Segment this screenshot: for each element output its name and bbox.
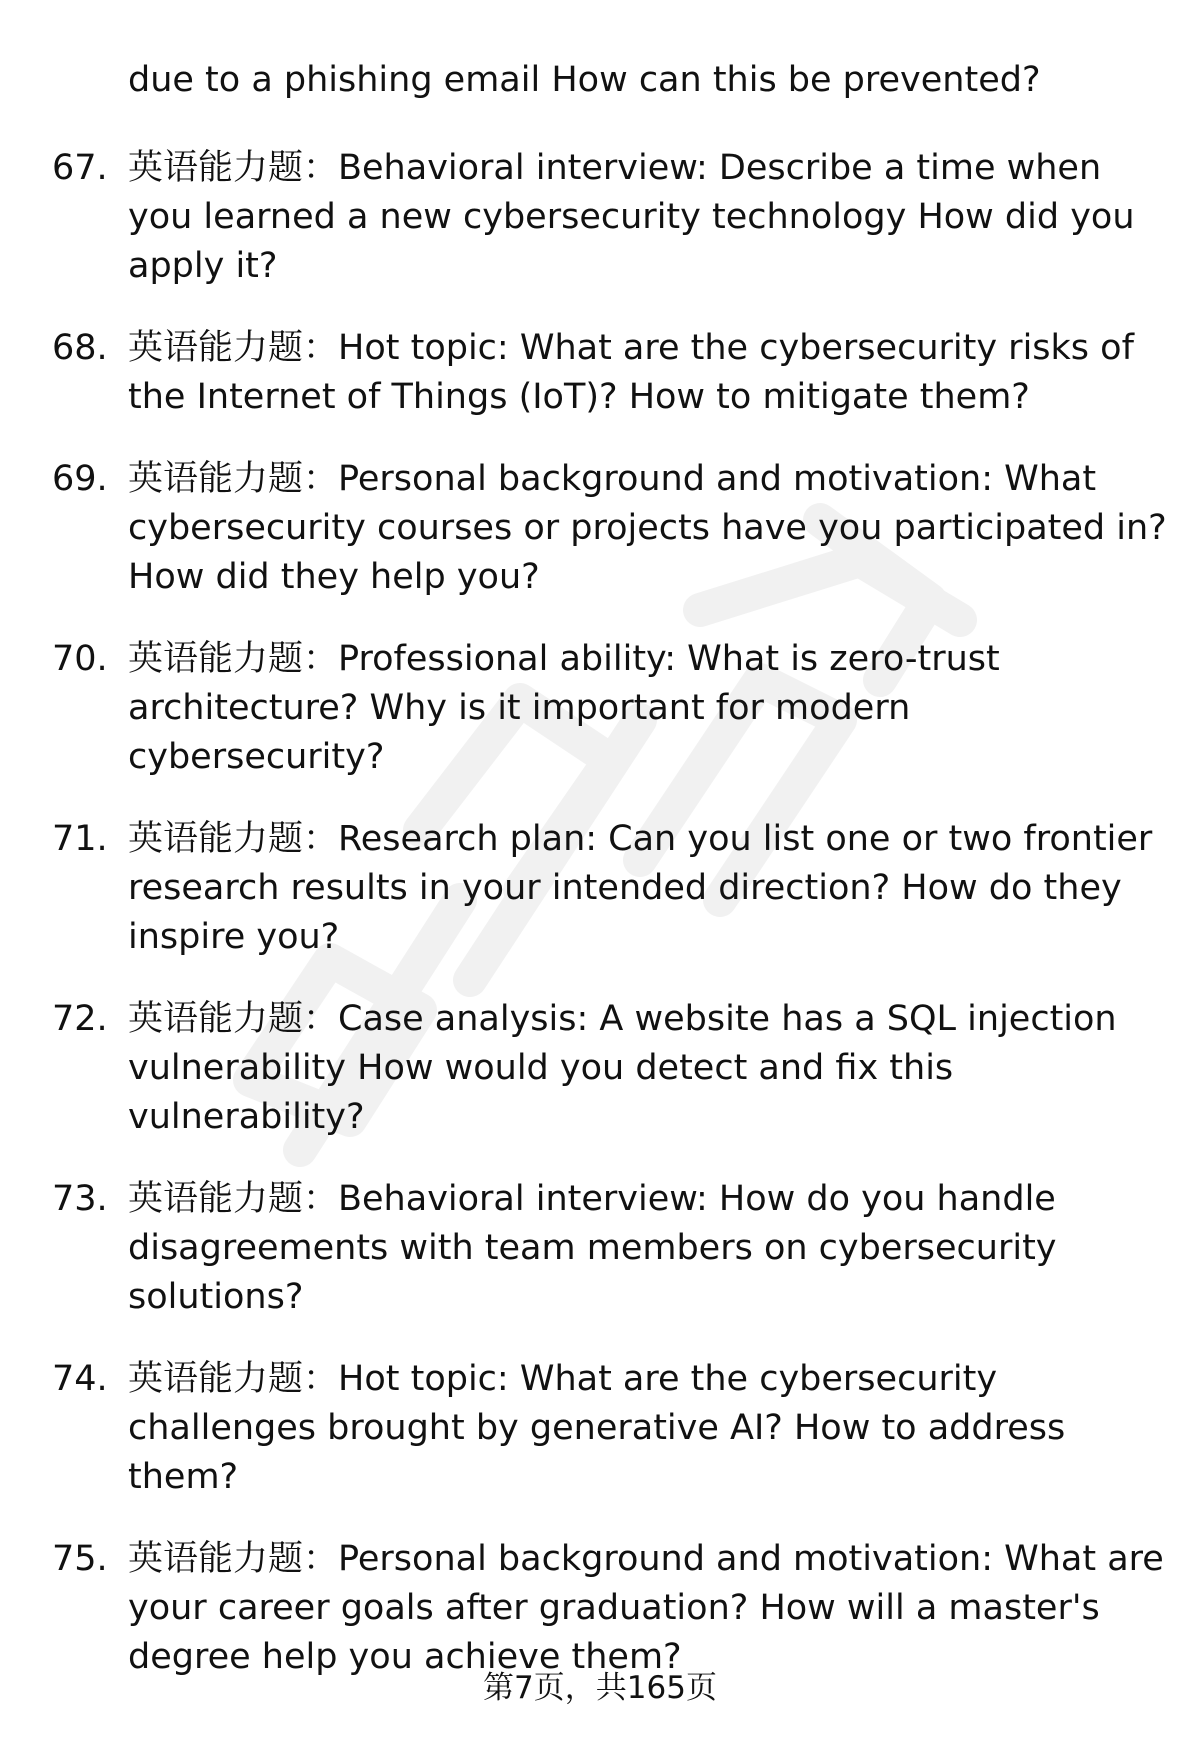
question-list	[0, 144, 1200, 1715]
question-text: Research plan: Can you list one or two frontier research results in your intended direction? How do they inspire you?	[128, 819, 1153, 957]
question-body	[128, 1355, 1168, 1502]
question-category: 英语能力题：	[128, 999, 339, 1039]
question-category: 英语能力题：	[128, 1359, 339, 1399]
question-text: Behavioral interview: How do you handle disagreements with team members on cybersecurity solutions?	[128, 1179, 1057, 1317]
question-number: 73.	[52, 1179, 108, 1219]
question-body	[128, 144, 1168, 291]
question-text: Behavioral interview: Describe a time when you learned a new cybersecurity technology How did you apply it?	[128, 148, 1135, 286]
question-number: 70.	[52, 639, 108, 679]
question-text: Hot topic: What are the cybersecurity challenges brought by generative AI? How to address them?	[128, 1359, 1066, 1497]
question-category: 英语能力题：	[128, 819, 339, 859]
question-category: 英语能力题：	[128, 1179, 339, 1219]
question-category: 英语能力题：	[128, 328, 339, 368]
question-text: Hot topic: What are the cybersecurity risks of the Internet of Things (IoT)? How to mitigate them?	[128, 328, 1134, 417]
question-text: Personal background and motivation: What cybersecurity courses or projects have you participated in? How did they help you?	[128, 459, 1167, 597]
question-text: Personal background and motivation: What are your career goals after graduation? How will a master's degree help you achieve them?	[128, 1539, 1164, 1677]
question-category: 英语能力题：	[128, 459, 339, 499]
question-item	[0, 1355, 1200, 1502]
question-item	[0, 635, 1200, 782]
question-body	[128, 1535, 1168, 1682]
question-category: 英语能力题：	[128, 639, 339, 679]
question-number: 68.	[52, 328, 108, 368]
question-text: Professional ability: What is zero-trust architecture? Why is it important for modern cybersecurity?	[128, 639, 1000, 777]
question-item	[0, 144, 1200, 291]
question-body	[128, 324, 1168, 422]
question-item	[0, 455, 1200, 602]
question-number: 75.	[52, 1539, 108, 1579]
question-number: 72.	[52, 999, 108, 1039]
question-category: 英语能力题：	[128, 1539, 339, 1579]
question-number: 69.	[52, 459, 108, 499]
question-number: 67.	[52, 148, 108, 188]
question-item	[0, 815, 1200, 962]
question-body	[128, 995, 1168, 1142]
question-text: Case analysis: A website has a SQL injection vulnerability How would you detect and fix this vulnerability?	[128, 999, 1117, 1137]
question-body	[128, 1175, 1168, 1322]
question-body	[128, 815, 1168, 962]
continuation-text: due to a phishing email How can this be prevented?	[128, 60, 1041, 100]
question-item	[0, 1175, 1200, 1322]
question-number: 74.	[52, 1359, 108, 1399]
question-item	[0, 995, 1200, 1142]
question-body	[128, 635, 1168, 782]
page-footer: 第7页，共165页	[483, 1670, 717, 1706]
question-number: 71.	[52, 819, 108, 859]
question-category: 英语能力题：	[128, 148, 339, 188]
question-item	[0, 1535, 1200, 1682]
question-body	[128, 455, 1168, 602]
question-item	[0, 324, 1200, 422]
